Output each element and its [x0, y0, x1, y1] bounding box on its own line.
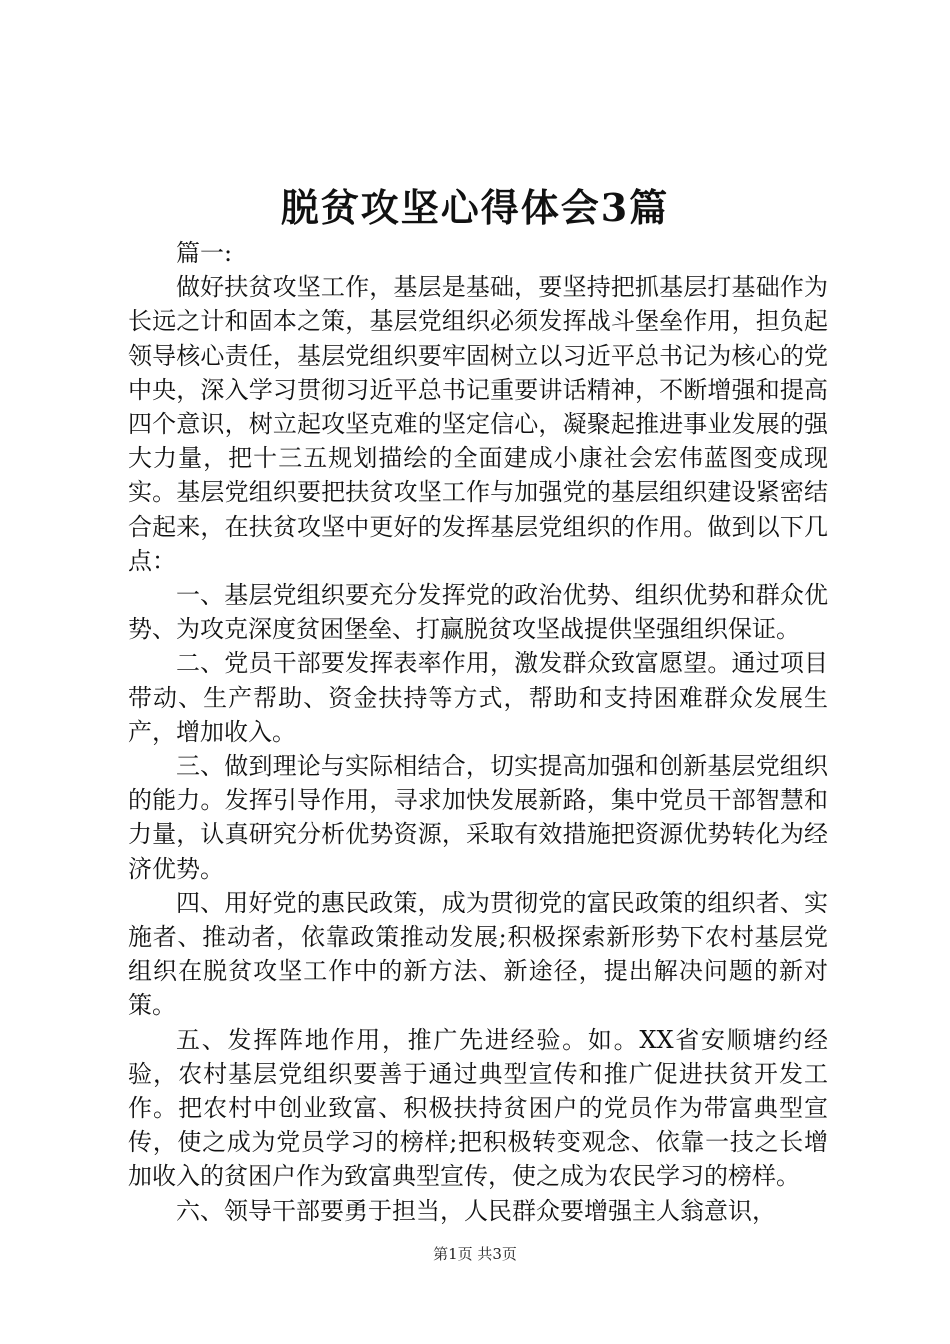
- paragraph: 四、用好党的惠民政策，成为贯彻党的富民政策的组织者、实施者、推动者，依靠政策推动发展;积极探索新形势下农村基层党组织在脱贫攻坚工作中的新方法、新途径，提出解决问题的新对策。: [128, 888, 828, 1020]
- paragraph: 五、发挥阵地作用，推广先进经验。如。XX省安顺塘约经验，农村基层党组织要善于通过典型宣传和推广促进扶贫开发工作。把农村中创业致富、积极扶持贫困户的党员作为带富典型宣传，使之成为党员学习的榜样;把积极转变观念、依靠一技之长增加收入的贫困户作为致富典型宣传，使之成为农民学习的榜样。: [128, 1025, 828, 1191]
- paragraph: 做好扶贫攻坚工作，基层是基础，要坚持把抓基层打基础作为长远之计和固本之策，基层党组织必须发挥战斗堡垒作用，担负起领导核心责任，基层党组织要牢固树立以习近平总书记为核心的党中央，深入学习贯彻习近平总书记重要讲话精神，不断增强和提高四个意识，树立起攻坚克难的坚定信心，凝聚起推进事业发展的强大力量，把十三五规划描绘的全面建成小康社会宏伟蓝图变成现实。基层党组织要把扶贫攻坚工作与加强党的基层组织建设紧密结合起来，在扶贫攻坚中更好的发挥基层党组织的作用。做到以下几点：: [128, 273, 828, 575]
- paragraph: 二、党员干部要发挥表率作用，激发群众致富愿望。通过项目带动、生产帮助、资金扶持等方式，帮助和支持困难群众发展生产，增加收入。: [128, 649, 828, 746]
- document-body: [128, 236, 828, 1228]
- paragraph: 六、领导干部要勇于担当，人民群众要增强主人翁意识，: [176, 1196, 776, 1225]
- paragraph: 三、做到理论与实际相结合，切实提高加强和创新基层党组织的能力。发挥引导作用，寻求加快发展新路，集中党员干部智慧和力量，认真研究分析优势资源，采取有效措施把资源优势转化为经济优势。: [128, 752, 828, 883]
- paragraph: 一、基层党组织要充分发挥党的政治优势、组织优势和群众优势、为攻克深度贫困堡垒、打赢脱贫攻坚战提供坚强组织保证。: [128, 581, 828, 644]
- document-title: 脱贫攻坚心得体会3篇: [280, 185, 670, 230]
- page-footer: 第1页 共3页: [433, 1245, 517, 1263]
- section-heading: 篇一:: [176, 239, 233, 267]
